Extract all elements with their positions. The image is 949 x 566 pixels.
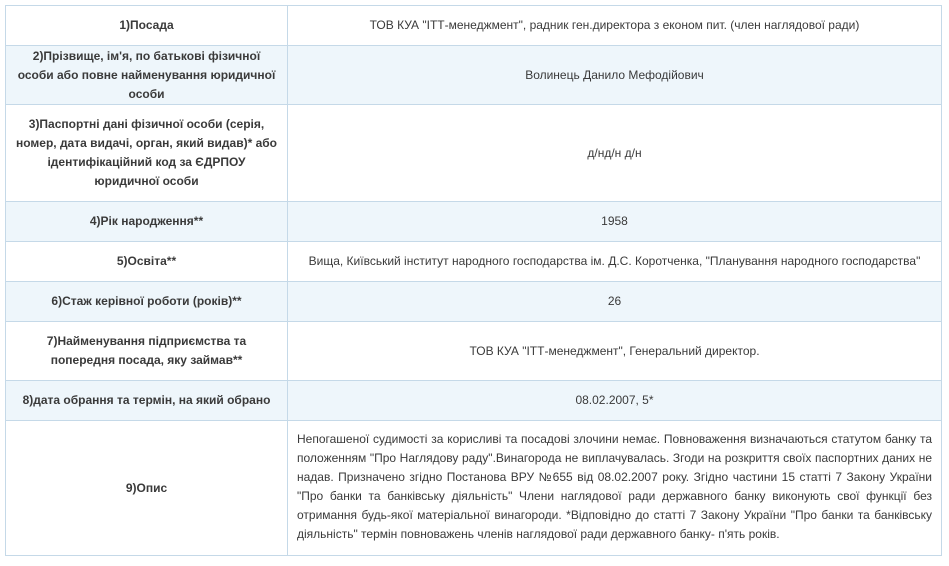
row-label-election-date: 8)дата обрання та термін, на який обрано [6, 381, 288, 421]
official-info-table [5, 5, 942, 556]
row-value-position: ТОВ КУА "ІТТ-менеджмент", радник ген.директора з економ пит. (член наглядової ради) [288, 6, 942, 46]
row-label-description: 9)Опис [6, 421, 288, 556]
table-row-education [6, 242, 942, 282]
table-row-description [6, 421, 942, 556]
row-value-education: Вища, Київський інститут народного господарства ім. Д.С. Коротченка, "Планування народного господарства" [288, 242, 942, 282]
row-value-previous-position: ТОВ КУА "ІТТ-менеджмент", Генеральний директор. [288, 322, 942, 381]
row-value-full-name: Волинець Данило Мефодійович [288, 46, 942, 105]
row-label-full-name: 2)Прізвище, ім'я, по батькові фізичної особи або повне найменування юридичної особи [6, 46, 288, 105]
row-value-experience: 26 [288, 282, 942, 322]
row-label-previous-position: 7)Найменування підприємства та попередня посада, яку займав** [6, 322, 288, 381]
row-label-education: 5)Освіта** [6, 242, 288, 282]
row-label-experience: 6)Стаж керівної роботи (років)** [6, 282, 288, 322]
row-label-position: 1)Посада [6, 6, 288, 46]
row-value-election-date: 08.02.2007, 5* [288, 381, 942, 421]
row-label-passport: 3)Паспортні дані фізичної особи (серія, номер, дата видачі, орган, який видав)* або ідентифікаційний код за ЄДРПОУ юридичної особи [6, 105, 288, 202]
row-label-birth-year: 4)Рік народження** [6, 202, 288, 242]
row-value-description: Непогашеної судимості за корисливі та посадові злочини немає. Повноваження визначаються статутом банку та положенням "Про Наглядову раду".Винагорода не виплачувалась. Згоди на розкриття своїх паспортних даних не надав. Призначено згідно Постанова ВРУ №655 від 08.02.2007 року. Згідно частини 15 статті 7 Закону України "Про банки та банківську діяльність" Члени наглядової ради державного банку виконують свої функції без отримання будь-якої матеріальної винагороди. *Відповідно до статті 7 Закону України "Про банки та банківську діяльність" термін повноважень членів наглядової ради державного банку- п'ять років. [288, 421, 942, 556]
table-row-election-date [6, 381, 942, 421]
table-row-passport [6, 105, 942, 202]
table-row-full-name [6, 46, 942, 105]
table-row-birth-year [6, 202, 942, 242]
table-row-experience [6, 282, 942, 322]
row-value-birth-year: 1958 [288, 202, 942, 242]
row-value-passport: д/нд/н д/н [288, 105, 942, 202]
table-row-previous-position [6, 322, 942, 381]
table-row-position [6, 6, 942, 46]
